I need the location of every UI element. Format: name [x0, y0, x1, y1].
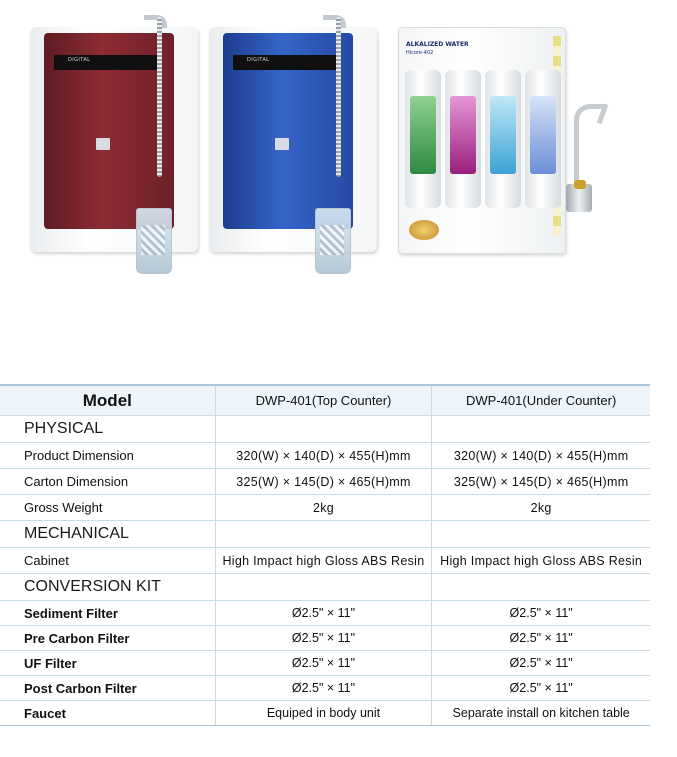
row-label: UF Filter	[0, 651, 215, 676]
top-counter-value: High Impact high Gloss ABS Resin	[215, 548, 432, 574]
section-row	[0, 416, 650, 443]
table-row	[0, 469, 650, 495]
section-title-physical: PHYSICAL	[0, 416, 215, 443]
under-counter-value: 320(W) × 140(D) × 455(H)mm	[432, 443, 650, 469]
top-counter-value: Ø2.5" × 11"	[215, 601, 432, 626]
section-title-conversion-kit: CONVERSION KIT	[0, 574, 215, 601]
top-counter-value: Equiped in body unit	[215, 701, 432, 726]
top-counter-value: Ø2.5" × 11"	[215, 626, 432, 651]
water-glass-icon	[315, 208, 351, 274]
row-label: Gross Weight	[0, 495, 215, 521]
top-counter-value: Ø2.5" × 11"	[215, 676, 432, 701]
section-row	[0, 574, 650, 601]
sediment-cartridge-icon	[405, 70, 441, 208]
cabinet-title: ALKALIZED WATER	[406, 41, 469, 48]
pre-carbon-cartridge-icon	[445, 70, 481, 208]
row-label: Carton Dimension	[0, 469, 215, 495]
unit-display-label: DIGITAL	[68, 57, 91, 63]
under-counter-value: High Impact high Gloss ABS Resin	[432, 548, 650, 574]
table-row	[0, 701, 650, 726]
under-counter-unit-image	[398, 27, 566, 254]
under-counter-header: DWP-401(Under Counter)	[432, 385, 650, 416]
under-counter-value: Ø2.5" × 11"	[432, 676, 650, 701]
product-photos	[0, 0, 677, 300]
dispensing-hose-icon	[157, 17, 162, 177]
table-row	[0, 495, 650, 521]
under-counter-value: 2kg	[432, 495, 650, 521]
water-glass-icon	[136, 208, 172, 274]
row-label: Cabinet	[0, 548, 215, 574]
row-label: Post Carbon Filter	[0, 676, 215, 701]
top-counter-header: DWP-401(Top Counter)	[215, 385, 432, 416]
top-counter-value: 320(W) × 140(D) × 455(H)mm	[215, 443, 432, 469]
top-counter-value: 325(W) × 145(D) × 465(H)mm	[215, 469, 432, 495]
uf-cartridge-icon	[485, 70, 521, 208]
red-top-counter-unit-image	[30, 27, 198, 252]
cabinet-model: Hicore-402	[406, 50, 434, 56]
brand-logo-icon	[275, 138, 289, 150]
table-row	[0, 626, 650, 651]
brand-logo-icon	[96, 138, 110, 150]
section-row	[0, 521, 650, 548]
table-row	[0, 676, 650, 701]
table-row	[0, 548, 650, 574]
row-label: Pre Carbon Filter	[0, 626, 215, 651]
table-row	[0, 601, 650, 626]
under-counter-value: Ø2.5" × 11"	[432, 626, 650, 651]
row-label: Product Dimension	[0, 443, 215, 469]
quality-badge-icon	[409, 220, 439, 240]
under-counter-value: Ø2.5" × 11"	[432, 651, 650, 676]
table-row	[0, 443, 650, 469]
dispensing-hose-icon	[336, 17, 341, 177]
row-label: Sediment Filter	[0, 601, 215, 626]
post-carbon-cartridge-icon	[525, 70, 561, 208]
table-header-row	[0, 385, 650, 416]
blue-top-counter-unit-image	[209, 27, 377, 252]
under-counter-value: Ø2.5" × 11"	[432, 601, 650, 626]
row-label: Faucet	[0, 701, 215, 726]
under-counter-value: 325(W) × 145(D) × 465(H)mm	[432, 469, 650, 495]
under-counter-value: Separate install on kitchen table	[432, 701, 650, 726]
table-row	[0, 651, 650, 676]
section-title-mechanical: MECHANICAL	[0, 521, 215, 548]
model-header: Model	[0, 385, 215, 416]
specification-table	[0, 384, 650, 726]
top-counter-value: Ø2.5" × 11"	[215, 651, 432, 676]
unit-display-label: DIGITAL	[247, 57, 270, 63]
top-counter-value: 2kg	[215, 495, 432, 521]
